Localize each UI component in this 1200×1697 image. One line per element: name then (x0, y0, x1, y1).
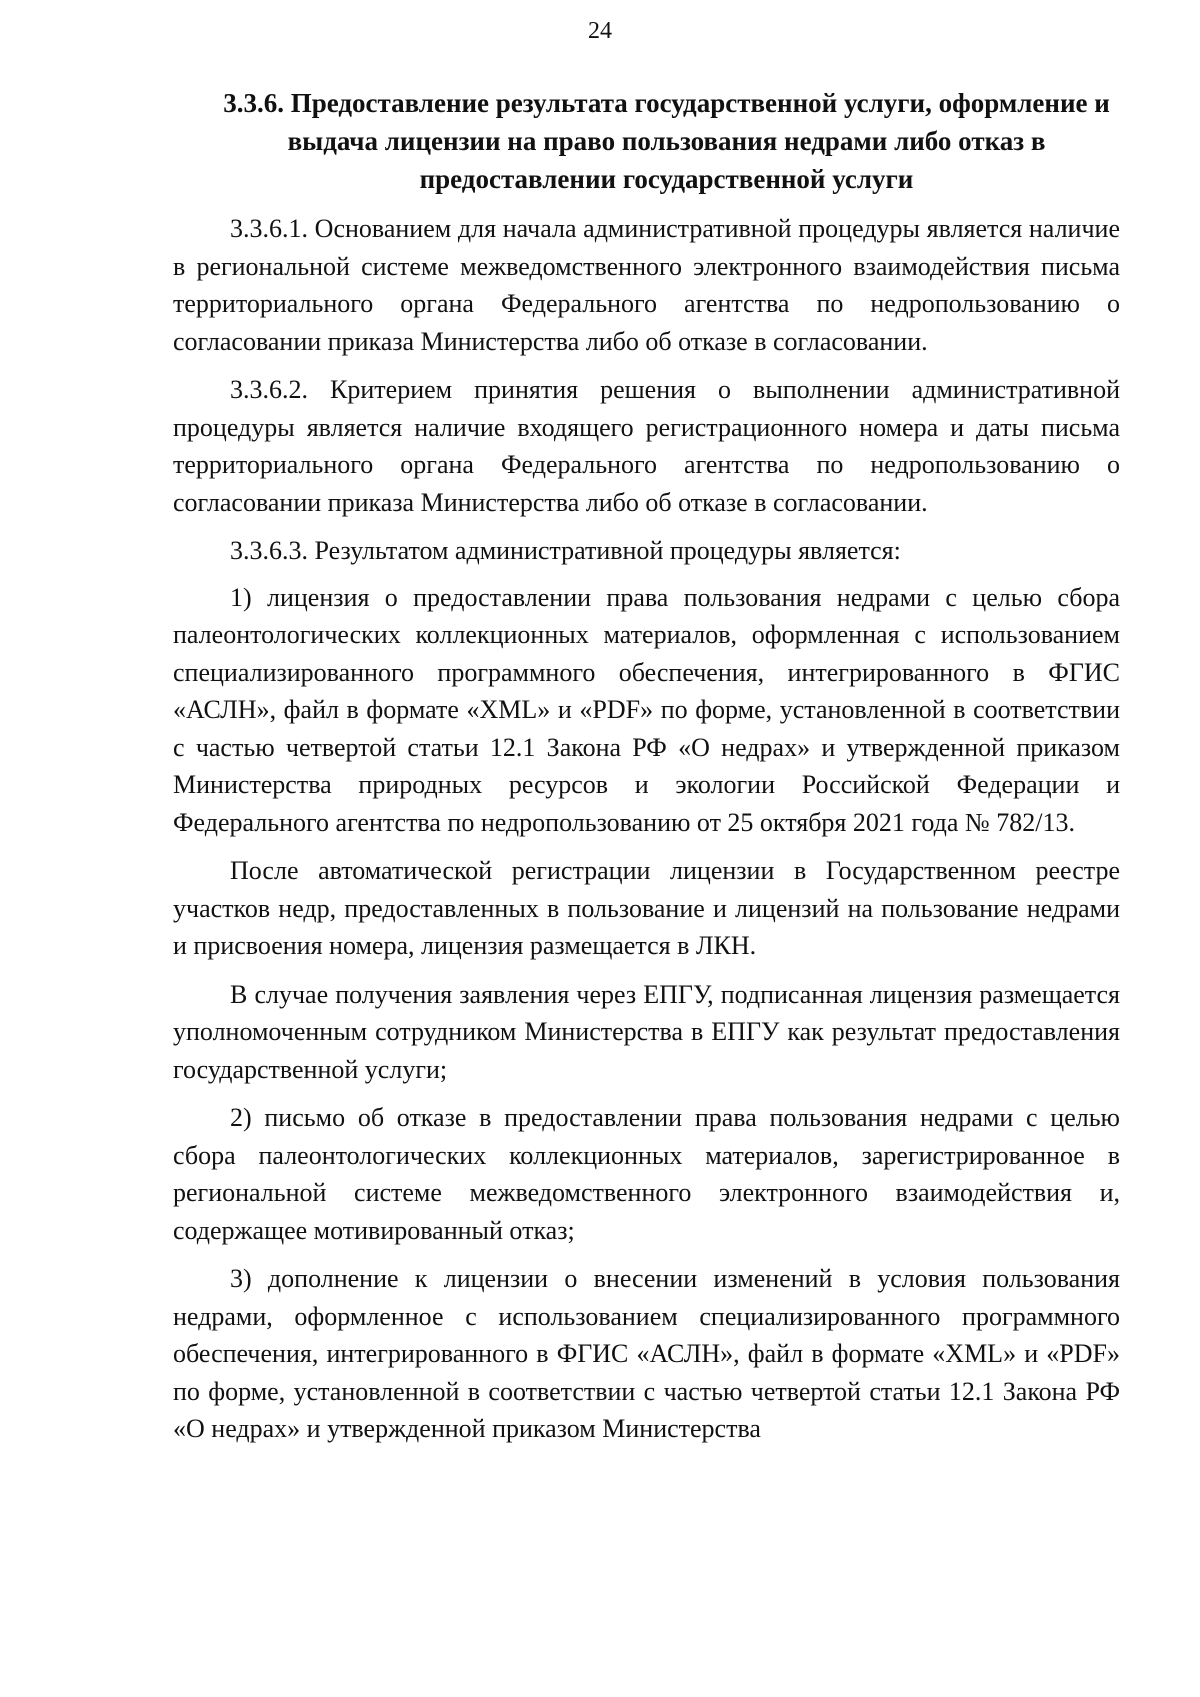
document-body (173, 84, 1120, 1459)
paragraph-3-3-6-1: 3.3.6.1. Основанием для начала административной процедуры является наличие в региональной системе межведомственного электронного взаимодействия письма территориального органа Федерального агентства по недропользованию о согласовании приказа Министерства либо об отказе в согласовании. (173, 214, 1120, 356)
paragraph-3-3-6-3: 3.3.6.3. Результатом административной процедуры является: (230, 536, 901, 565)
list-item-2: 2) письмо об отказе в предоставлении права пользования недрами с целью сбора палеонтологических коллекционных материалов, зарегистрированное в региональной системе межведомственного электронного взаимодействия и, содержащее мотивированный отказ; (173, 1103, 1120, 1245)
page-number: 24 (588, 18, 612, 44)
paragraph-3-3-6-2: 3.3.6.2. Критерием принятия решения о выполнении административной процедуры является наличие входящего регистрационного номера и даты письма территориального органа Федерального агентства по недропользованию о согласовании приказа Министерства либо об отказе в согласовании. (173, 375, 1120, 517)
list-item-3: 3) дополнение к лицензии о внесении изменений в условия пользования недрами, оформленное с использованием специализированного программного обеспечения, интегрированного в ФГИС «АСЛН», файл в формате «XML» и «PDF» по форме, установленной в соответствии с частью четвертой статьи 12.1 Закона РФ «О недрах» и утвержденной приказом Министерства (173, 1264, 1120, 1443)
paragraph-registration: После автоматической регистрации лицензии в Государственном реестре участков недр, предоставленных в пользование и лицензий на пользование недрами и присвоения номера, лицензия размещается в ЛКН. (173, 856, 1120, 960)
list-item-1: 1) лицензия о предоставлении права пользования недрами с целью сбора палеонтологических коллекционных материалов, оформленная с использованием специализированного программного обеспечения, интегрированного в ФГИС «АСЛН», файл в формате «XML» и «PDF» по форме, установленной в соответствии с частью четвертой статьи 12.1 Закона РФ «О недрах» и утвержденной приказом Министерства природных ресурсов и экологии Российской Федерации и Федерального агентства по недропользованию от 25 октября 2021 года № 782/13. (173, 582, 1120, 837)
paragraph-epgu: В случае получения заявления через ЕПГУ, подписанная лицензия размещается уполномоченным сотрудником Министерства в ЕПГУ как результат предоставления государственной услуги; (173, 979, 1120, 1084)
section-heading: 3.3.6. Предоставление результата государственной услуги, оформление и выдача лицензии на право пользования недрами либо отказ в предоставлении государственной услуги (223, 88, 1110, 194)
